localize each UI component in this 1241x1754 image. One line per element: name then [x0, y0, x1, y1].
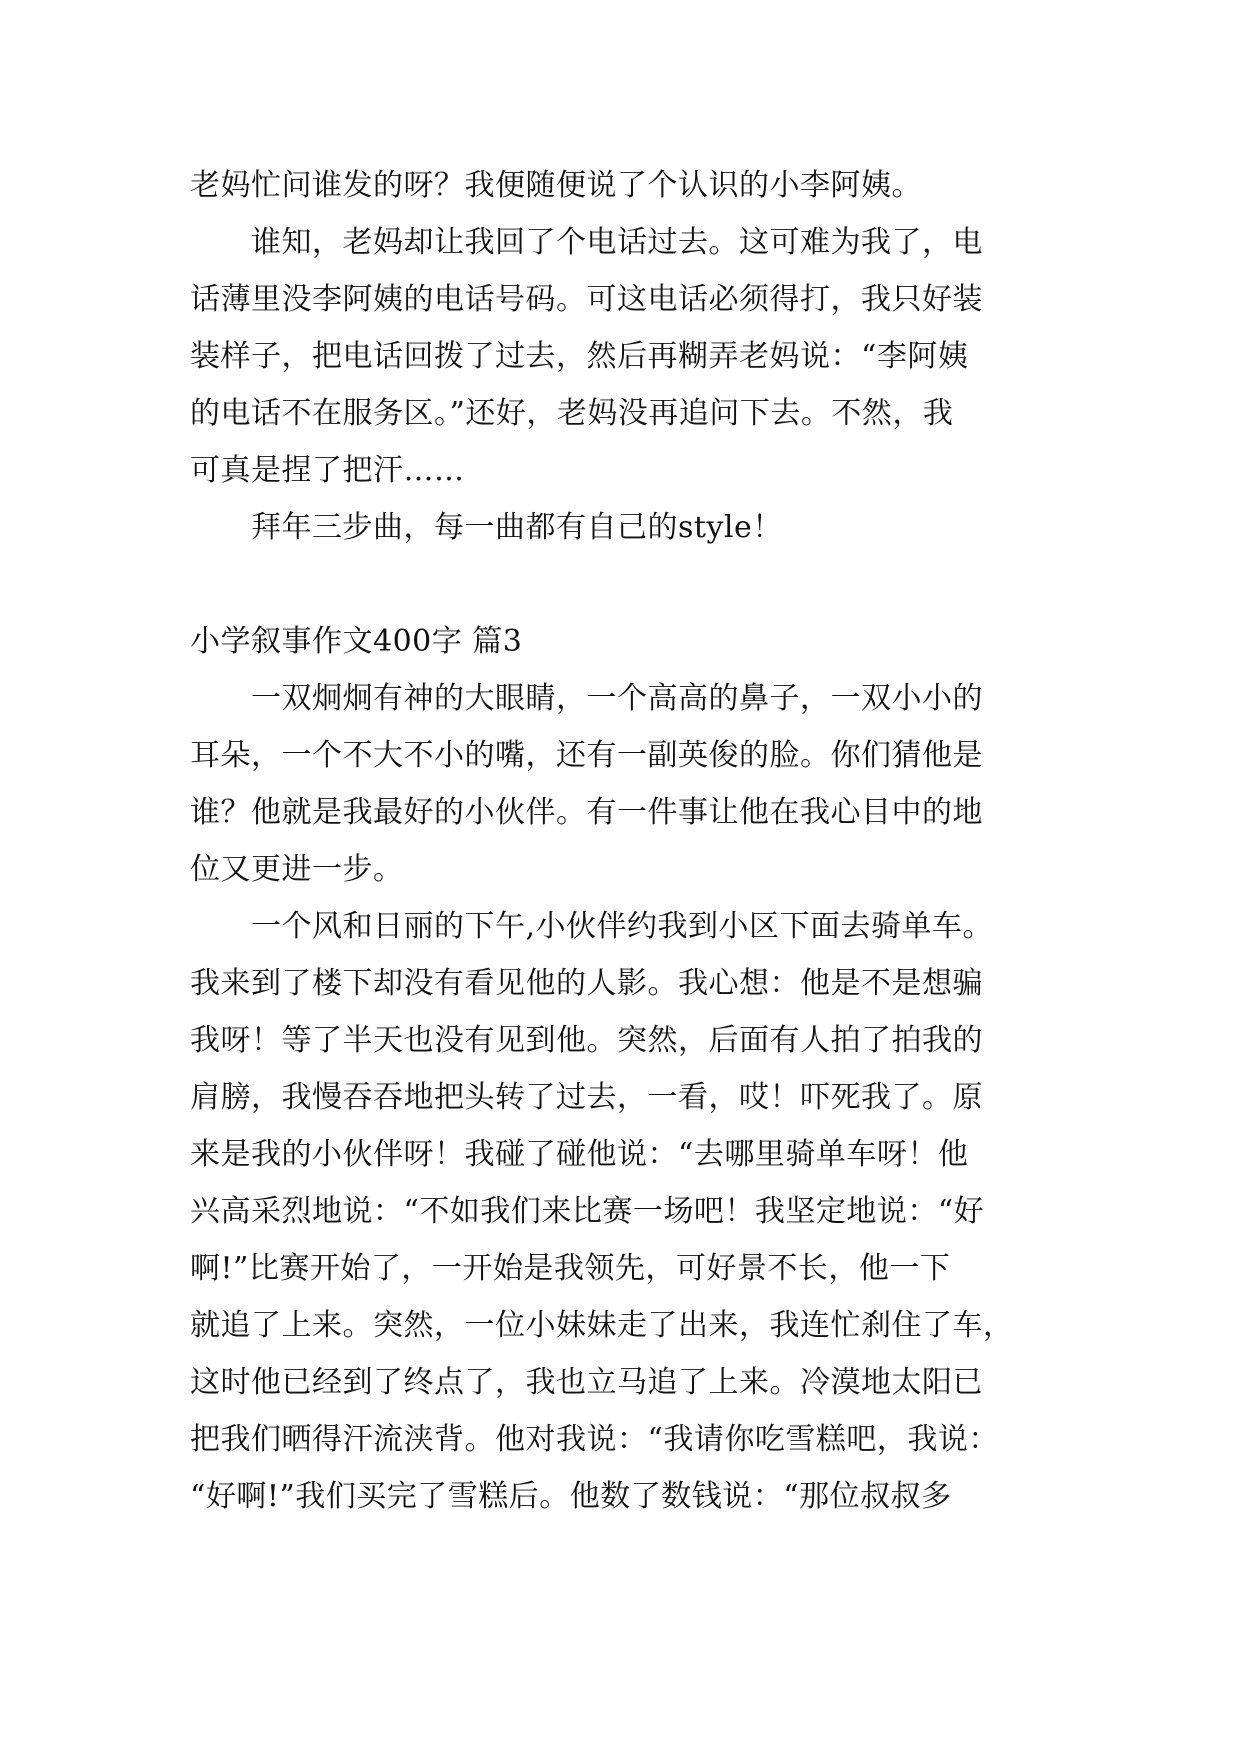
text-line: 的电话不在服务区。”还好，老妈没再追问下去。不然，我 — [190, 396, 954, 431]
text-line: 就追了上来。突然，一位小妹妹走了出来，我连忙刹住了车， — [190, 1308, 1014, 1343]
text-line: 我呀！等了半天也没有见到他。突然，后面有人拍了拍我的 — [190, 1023, 983, 1058]
text-line: 谁知，老妈却让我回了个电话过去。这可难为我了，电 — [190, 225, 983, 260]
text-line: 老妈忙问谁发的呀？我便随便说了个认识的小李阿姨。 — [190, 168, 922, 203]
section-heading: 小学叙事作文400字 篇3 — [190, 624, 523, 659]
text-line: 肩膀，我慢吞吞地把头转了过去，一看，哎！吓死我了。原 — [190, 1080, 983, 1115]
text-line: 拜年三步曲，每一曲都有自己的style！ — [190, 510, 783, 545]
text-line: 啊!”比赛开始了，一开始是我领先，可好景不长，他一下 — [190, 1251, 951, 1286]
text-line: 谁？他就是我最好的小伙伴。有一件事让他在我心目中的地 — [190, 795, 983, 830]
text-line: 一双炯炯有神的大眼睛，一个高高的鼻子，一双小小的 — [190, 681, 983, 716]
text-line: 话薄里没李阿姨的电话号码。可这电话必须得打，我只好装 — [190, 282, 983, 317]
text-line: 我来到了楼下却没有看见他的人影。我心想：他是不是想骗 — [190, 966, 983, 1001]
text-line: 一个风和日丽的下午,小伙伴约我到小区下面去骑单车。 — [190, 909, 994, 944]
text-line: 位又更进一步。 — [190, 852, 404, 887]
text-line: 可真是捏了把汗…… — [190, 453, 465, 488]
text-line: 装样子，把电话回拨了过去，然后再糊弄老妈说：“李阿姨 — [190, 339, 969, 374]
text-line: 耳朵，一个不大不小的嘴，还有一副英俊的脸。你们猜他是 — [190, 738, 983, 773]
text-line: 把我们晒得汗流浃背。他对我说：“我请你吃雪糕吧，我说： — [190, 1422, 999, 1457]
text-line: “好啊!”我们买完了雪糕后。他数了数钱说：“那位叔叔多 — [190, 1479, 952, 1514]
text-line: 这时他已经到了终点了，我也立马追了上来。冷漠地太阳已 — [190, 1365, 983, 1400]
text-line: 兴高采烈地说：“不如我们来比赛一场吧！我坚定地说：“好 — [190, 1194, 985, 1229]
text-line: 来是我的小伙伴呀！我碰了碰他说：“去哪里骑单车呀！他 — [190, 1137, 969, 1172]
